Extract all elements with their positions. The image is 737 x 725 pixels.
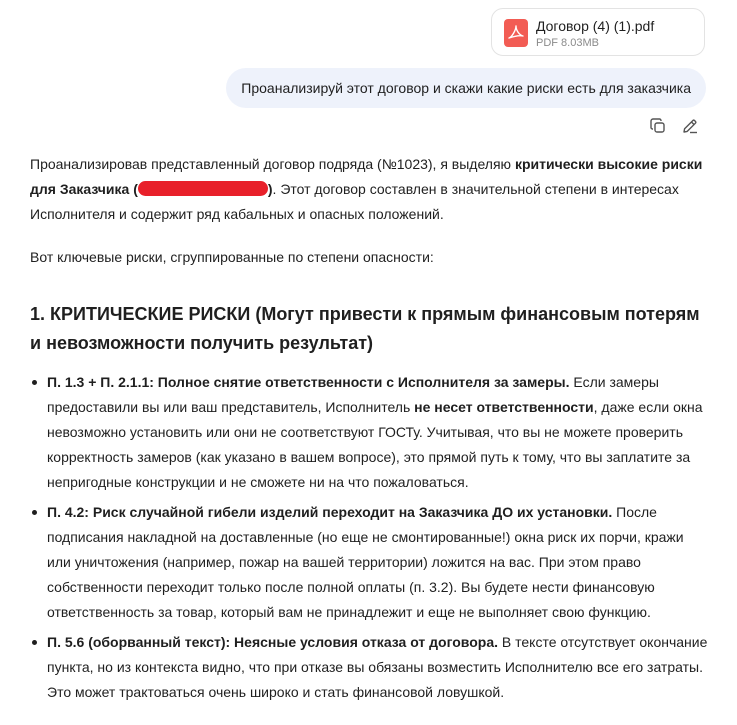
risk-text: Если замеры предоставили вы или ваш представитель, Исполнитель xyxy=(47,374,659,415)
intro-bold: критически высокие риски для Заказчика xyxy=(30,156,703,197)
pdf-file-icon xyxy=(504,19,528,47)
risk-label: П. 1.3 + П. 2.1.1: Полное снятие ответственности с Исполнителя за замеры. xyxy=(47,374,570,390)
risk-list xyxy=(30,370,710,705)
redacted-name xyxy=(138,181,268,196)
list-lead: Вот ключевые риски, сгруппированные по степени опасности: xyxy=(30,249,434,265)
list-item xyxy=(47,500,710,625)
message-actions xyxy=(649,117,699,135)
file-attachment-card[interactable] xyxy=(491,8,705,56)
intro-text-end: . Этот договор составлен в значительной степени в интересах Исполнителя и содержит ряд кабальных и опасных положений. xyxy=(30,181,679,222)
file-name: Договор (4) (1).pdf xyxy=(536,18,655,34)
intro-bold-open: ( xyxy=(129,181,138,197)
edit-icon[interactable] xyxy=(681,117,699,135)
risk-text-end: , даже если окна невозможно установить или они не соответствуют ГОСТу. Учитывая, что вы не можете проверить корректность замеров (как указано в вашем вопросе), это прямой путь к тому, что вы заплатите за непригодные конструкции и не сможете ни на что пожаловаться. xyxy=(47,399,703,490)
user-message-bubble xyxy=(226,68,706,108)
risk-text: В тексте отсутствует окончание пункта, но из контекста видно, что при отказе вы обязаны возместить Исполнителю все его затраты. Это может трактоваться очень широко и стать финансовой ловушкой. xyxy=(47,634,708,700)
intro-text: Проанализировав представленный договор подряда (№1023), я выделяю xyxy=(30,156,515,172)
assistant-answer xyxy=(30,152,710,710)
risk-bold: не несет ответственности xyxy=(414,399,594,415)
bullet-icon xyxy=(32,380,37,385)
risk-text: После подписания накладной на доставленные (но еще не смонтированные!) окна риск их порчи, кражи или уничтожения (например, пожар на вашей территории) ложится на вас. При этом право собственности переходит только после полной оплаты (п. 3.2). Вы будете нести финансовую ответственность за товар, который вам не принадлежит и еще не выполняет свою функцию. xyxy=(47,504,684,620)
copy-icon[interactable] xyxy=(649,117,667,135)
bullet-icon xyxy=(32,510,37,515)
intro-paragraph xyxy=(30,152,710,227)
list-item xyxy=(47,630,710,705)
bullet-icon xyxy=(32,640,37,645)
list-item xyxy=(47,370,710,495)
file-meta: PDF 8.03MB xyxy=(536,37,599,49)
section-heading: 1. КРИТИЧЕСКИЕ РИСКИ (Могут привести к прямым финансовым потерям и невозможности получить результат) xyxy=(30,304,700,353)
user-message-text: Проанализируй этот договор и скажи какие риски есть для заказчика xyxy=(241,80,691,96)
risk-label: П. 5.6 (оборванный текст): Неясные условия отказа от договора. xyxy=(47,634,499,650)
intro-bold-close: ) xyxy=(267,181,273,197)
risk-label: П. 4.2: Риск случайной гибели изделий переходит на Заказчика ДО их установки. xyxy=(47,504,613,520)
